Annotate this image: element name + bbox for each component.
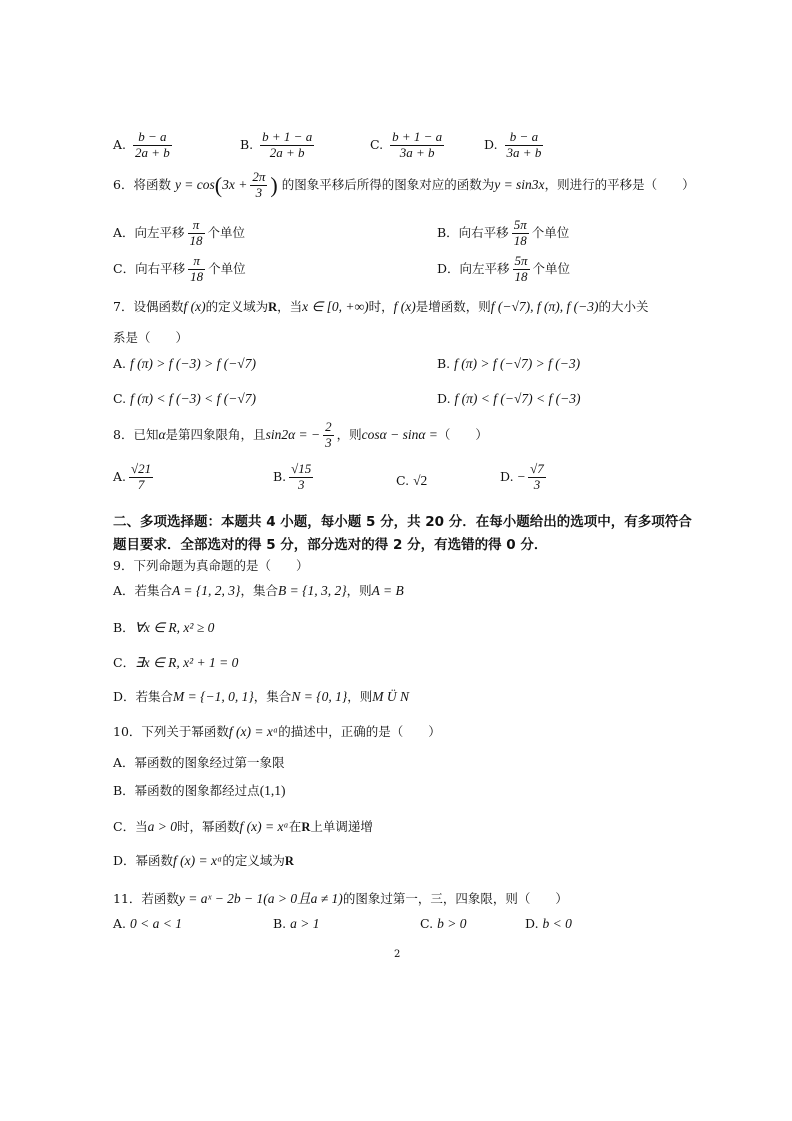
option-text: C．当	[113, 819, 148, 834]
numerator: √15	[291, 461, 312, 476]
fraction	[528, 462, 546, 493]
paren-open: (	[214, 172, 223, 198]
q10-text: 10．下列关于幂函数	[113, 724, 229, 739]
denominator: 3a + b	[390, 145, 444, 161]
option-label: B.	[240, 136, 254, 152]
option-label: C.	[113, 391, 127, 406]
q8-text: （ ）	[437, 426, 488, 442]
option-text: B．幂函数的图象都经过点	[113, 783, 260, 798]
fraction	[129, 462, 153, 493]
numerator: 5π	[514, 253, 528, 268]
numerator: b + 1 − a	[262, 129, 313, 144]
option-unit: 个单位	[208, 260, 246, 276]
q7-text: 系是（ ）	[113, 330, 189, 345]
page-number: 2	[394, 949, 401, 960]
denominator: 2a + b	[135, 144, 170, 160]
q11-expression: y = aˣ − 2b − 1(a > 0且a ≠ 1)	[178, 891, 343, 906]
q7-option-d	[437, 391, 581, 407]
q8-text: 8．已知	[113, 426, 159, 442]
q7-condition: x ∈ [0, +∞)	[302, 299, 369, 314]
fraction	[250, 170, 267, 201]
q7-text: ，当	[277, 299, 303, 314]
q8-option-c	[396, 473, 427, 489]
q5-option-d	[484, 130, 546, 161]
option-text: D．幂函数	[113, 853, 174, 868]
option-label: D.	[500, 468, 514, 484]
q8-sin-expr: sin2α = −	[265, 426, 321, 442]
q6-suffix: ，则进行的平移是（ ）	[544, 176, 695, 192]
denominator: 3	[325, 434, 332, 450]
q11-text: 11．若函数	[113, 891, 179, 906]
q8-text: ，则	[336, 426, 362, 442]
option-text: ，集合	[253, 689, 292, 704]
option-expression: f (π) > f (−√7) > f (−3)	[454, 356, 581, 371]
denominator: 2a + b	[260, 145, 314, 161]
fraction	[188, 254, 205, 285]
numerator: 2π	[252, 169, 266, 184]
fraction	[513, 254, 530, 285]
option-expression: f (x) = xᵃ	[239, 819, 289, 834]
q11-option-b	[273, 916, 320, 932]
section-heading-line1: 二、多项选择题：本题共 4 小题，每小题 5 分，共 20 分．在每小题给出的选项中，有多项符合	[113, 514, 692, 530]
q8-alpha: α	[158, 426, 166, 442]
q7-real-set: R	[268, 300, 278, 314]
q7-option-b	[437, 356, 580, 372]
q10-option-c	[113, 817, 373, 835]
real-set: R	[284, 854, 294, 868]
option-text: ，则	[346, 583, 372, 598]
q7-text: 是增函数，则	[415, 299, 491, 314]
option-label: B.	[437, 356, 451, 371]
option-expression: 0 < a < 1	[130, 916, 182, 931]
option-unit: 个单位	[531, 224, 570, 240]
minus-sign: −	[517, 468, 526, 484]
option-unit: 个单位	[207, 224, 246, 240]
option-expression: f (x) = xᵃ	[173, 853, 223, 868]
option-text: 在	[288, 819, 302, 834]
option-expression: ∃x ∈ R, x² + 1 = 0	[135, 655, 239, 670]
option-expression: A = {1, 2, 3}	[172, 583, 241, 598]
fraction	[512, 218, 529, 249]
option-label: A.	[113, 136, 127, 152]
option-expression: f (π) < f (−√7) < f (−3)	[454, 391, 581, 406]
q8-option-d	[500, 462, 549, 493]
option-text: 的定义域为	[222, 853, 285, 868]
option-label: C．向右平移	[113, 260, 186, 276]
option-expression: f (π) > f (−3) > f (−√7)	[130, 356, 256, 371]
fraction	[390, 130, 444, 161]
q6-prefix: 6．将函数	[113, 176, 171, 192]
q8-option-a	[113, 462, 156, 493]
real-set: R	[301, 820, 311, 834]
q7-fx: f (x)	[183, 299, 206, 314]
option-text: ，集合	[240, 583, 278, 598]
q9-option-b	[113, 618, 214, 636]
option-expression: b > 0	[437, 916, 467, 931]
denominator: 18	[512, 233, 529, 249]
option-unit: 个单位	[532, 260, 571, 276]
option-expression: √2	[413, 473, 428, 488]
fraction	[323, 420, 334, 451]
numerator: π	[192, 217, 200, 232]
q9-option-d	[113, 687, 409, 705]
q10-option-a	[113, 753, 285, 771]
option-expression: ∀x ∈ R, x² ≥ 0	[134, 620, 215, 635]
option-expression: a > 0	[147, 819, 177, 834]
q11-stem	[113, 887, 568, 907]
denominator: 18	[513, 269, 530, 285]
fraction	[133, 130, 172, 161]
q6-target: y = sin3x	[494, 176, 545, 192]
q7-text: 的大小关	[598, 299, 649, 314]
option-expression: f (π) < f (−3) < f (−√7)	[130, 391, 257, 406]
option-label: C.	[370, 136, 384, 152]
numerator: √21	[131, 461, 152, 476]
q7-text: 7．设偶函数	[113, 299, 184, 314]
q7-text: 时，	[368, 299, 394, 314]
option-label: B.	[273, 916, 287, 931]
q5-option-c	[370, 130, 447, 161]
option-label: D．向左平移	[437, 260, 510, 276]
q6-option-c	[113, 254, 246, 285]
q9-option-c	[113, 653, 238, 671]
section-heading-line2: 题目要求．全部选对的得 5 分，部分选对的得 2 分，有选错的得 0 分．	[113, 537, 548, 553]
option-label: B.	[273, 468, 287, 484]
q6-option-d	[437, 254, 570, 285]
denominator: 3	[250, 185, 267, 201]
option-expression: B = {1, 3, 2}	[277, 583, 347, 598]
option-text: 时，幂函数	[176, 819, 240, 834]
q9-option-a	[113, 581, 404, 599]
option-label: D.	[525, 916, 539, 931]
option-expression: A = B	[371, 583, 404, 598]
q6-mid: 的图象平移后所得的图象对应的函数为	[281, 176, 495, 192]
option-text: C．	[113, 655, 136, 670]
q7-values: f (−√7), f (π), f (−3)	[490, 299, 599, 314]
q7-stem-line2	[113, 328, 188, 346]
numerator: 2	[325, 419, 332, 434]
q6-option-b	[437, 218, 569, 249]
q6-function: y = cos	[174, 176, 215, 192]
fraction	[505, 130, 544, 161]
numerator: 5π	[513, 217, 527, 232]
q6-option-a	[113, 218, 245, 249]
q10-stem	[113, 722, 441, 740]
option-expression: M Ü N	[372, 689, 409, 704]
denominator: 18	[189, 232, 203, 248]
q5-option-a	[113, 130, 175, 161]
option-expression: M = {−1, 0, 1}	[173, 689, 254, 704]
option-expression: (1,1)	[259, 783, 286, 798]
q7-stem-line1	[113, 297, 649, 315]
option-label: C.	[420, 916, 434, 931]
option-label: A．向左平移	[113, 224, 185, 240]
q10-option-d	[113, 851, 294, 869]
denominator: 18	[190, 268, 204, 284]
option-text: A．幂函数的图象经过第一象限	[113, 755, 285, 770]
option-text: D．若集合	[113, 689, 174, 704]
q10-option-b	[113, 781, 286, 799]
option-label: D.	[484, 136, 498, 152]
denominator: 3	[289, 477, 313, 493]
denominator: 3	[528, 477, 546, 493]
fraction	[289, 462, 313, 493]
q8-stem	[113, 420, 488, 451]
q6-inner: 3x +	[222, 176, 248, 192]
q8-text: 是第四象限角，且	[165, 426, 266, 442]
option-text: B．	[113, 620, 135, 635]
q5-option-b	[240, 130, 317, 161]
q11-option-d	[525, 916, 572, 932]
q8-option-b	[273, 462, 316, 493]
option-expression: N = {0, 1}	[291, 689, 348, 704]
numerator: b − a	[138, 129, 167, 144]
denominator: 7	[129, 477, 153, 493]
option-label: B．向右平移	[437, 224, 509, 240]
q11-option-a	[113, 916, 182, 932]
q11-text: 的图象过第一，三，四象限，则（ ）	[342, 891, 568, 906]
option-label: A.	[113, 468, 127, 484]
option-text: 上单调递增	[310, 819, 373, 834]
option-label: A.	[113, 356, 127, 371]
paren-close: )	[270, 172, 278, 198]
option-label: D.	[437, 391, 451, 406]
q7-text: 的定义域为	[205, 299, 269, 314]
q7-option-c	[113, 391, 256, 407]
fraction	[260, 130, 314, 161]
option-text: ，则	[347, 689, 373, 704]
q8-expression: cosα − sinα =	[361, 426, 438, 442]
numerator: b − a	[509, 129, 539, 144]
option-expression: a > 1	[290, 916, 320, 931]
fraction	[188, 218, 205, 249]
q10-expression: f (x) = xᵃ	[228, 724, 279, 739]
q7-option-a	[113, 356, 256, 372]
q6-stem	[113, 170, 695, 201]
q9-stem: 9．下列命题为真命题的是（ ）	[113, 558, 309, 573]
numerator: √7	[530, 461, 544, 476]
q10-text: 的描述中，正确的是（ ）	[278, 724, 441, 739]
q7-fx: f (x)	[393, 299, 416, 314]
option-label: C.	[396, 473, 410, 488]
denominator: 3a + b	[506, 144, 542, 160]
numerator: b + 1 − a	[392, 129, 443, 144]
q11-option-c	[420, 916, 466, 932]
option-expression: b < 0	[542, 916, 572, 931]
option-text: A．若集合	[113, 583, 173, 598]
numerator: π	[193, 253, 200, 268]
option-label: A.	[113, 916, 127, 931]
